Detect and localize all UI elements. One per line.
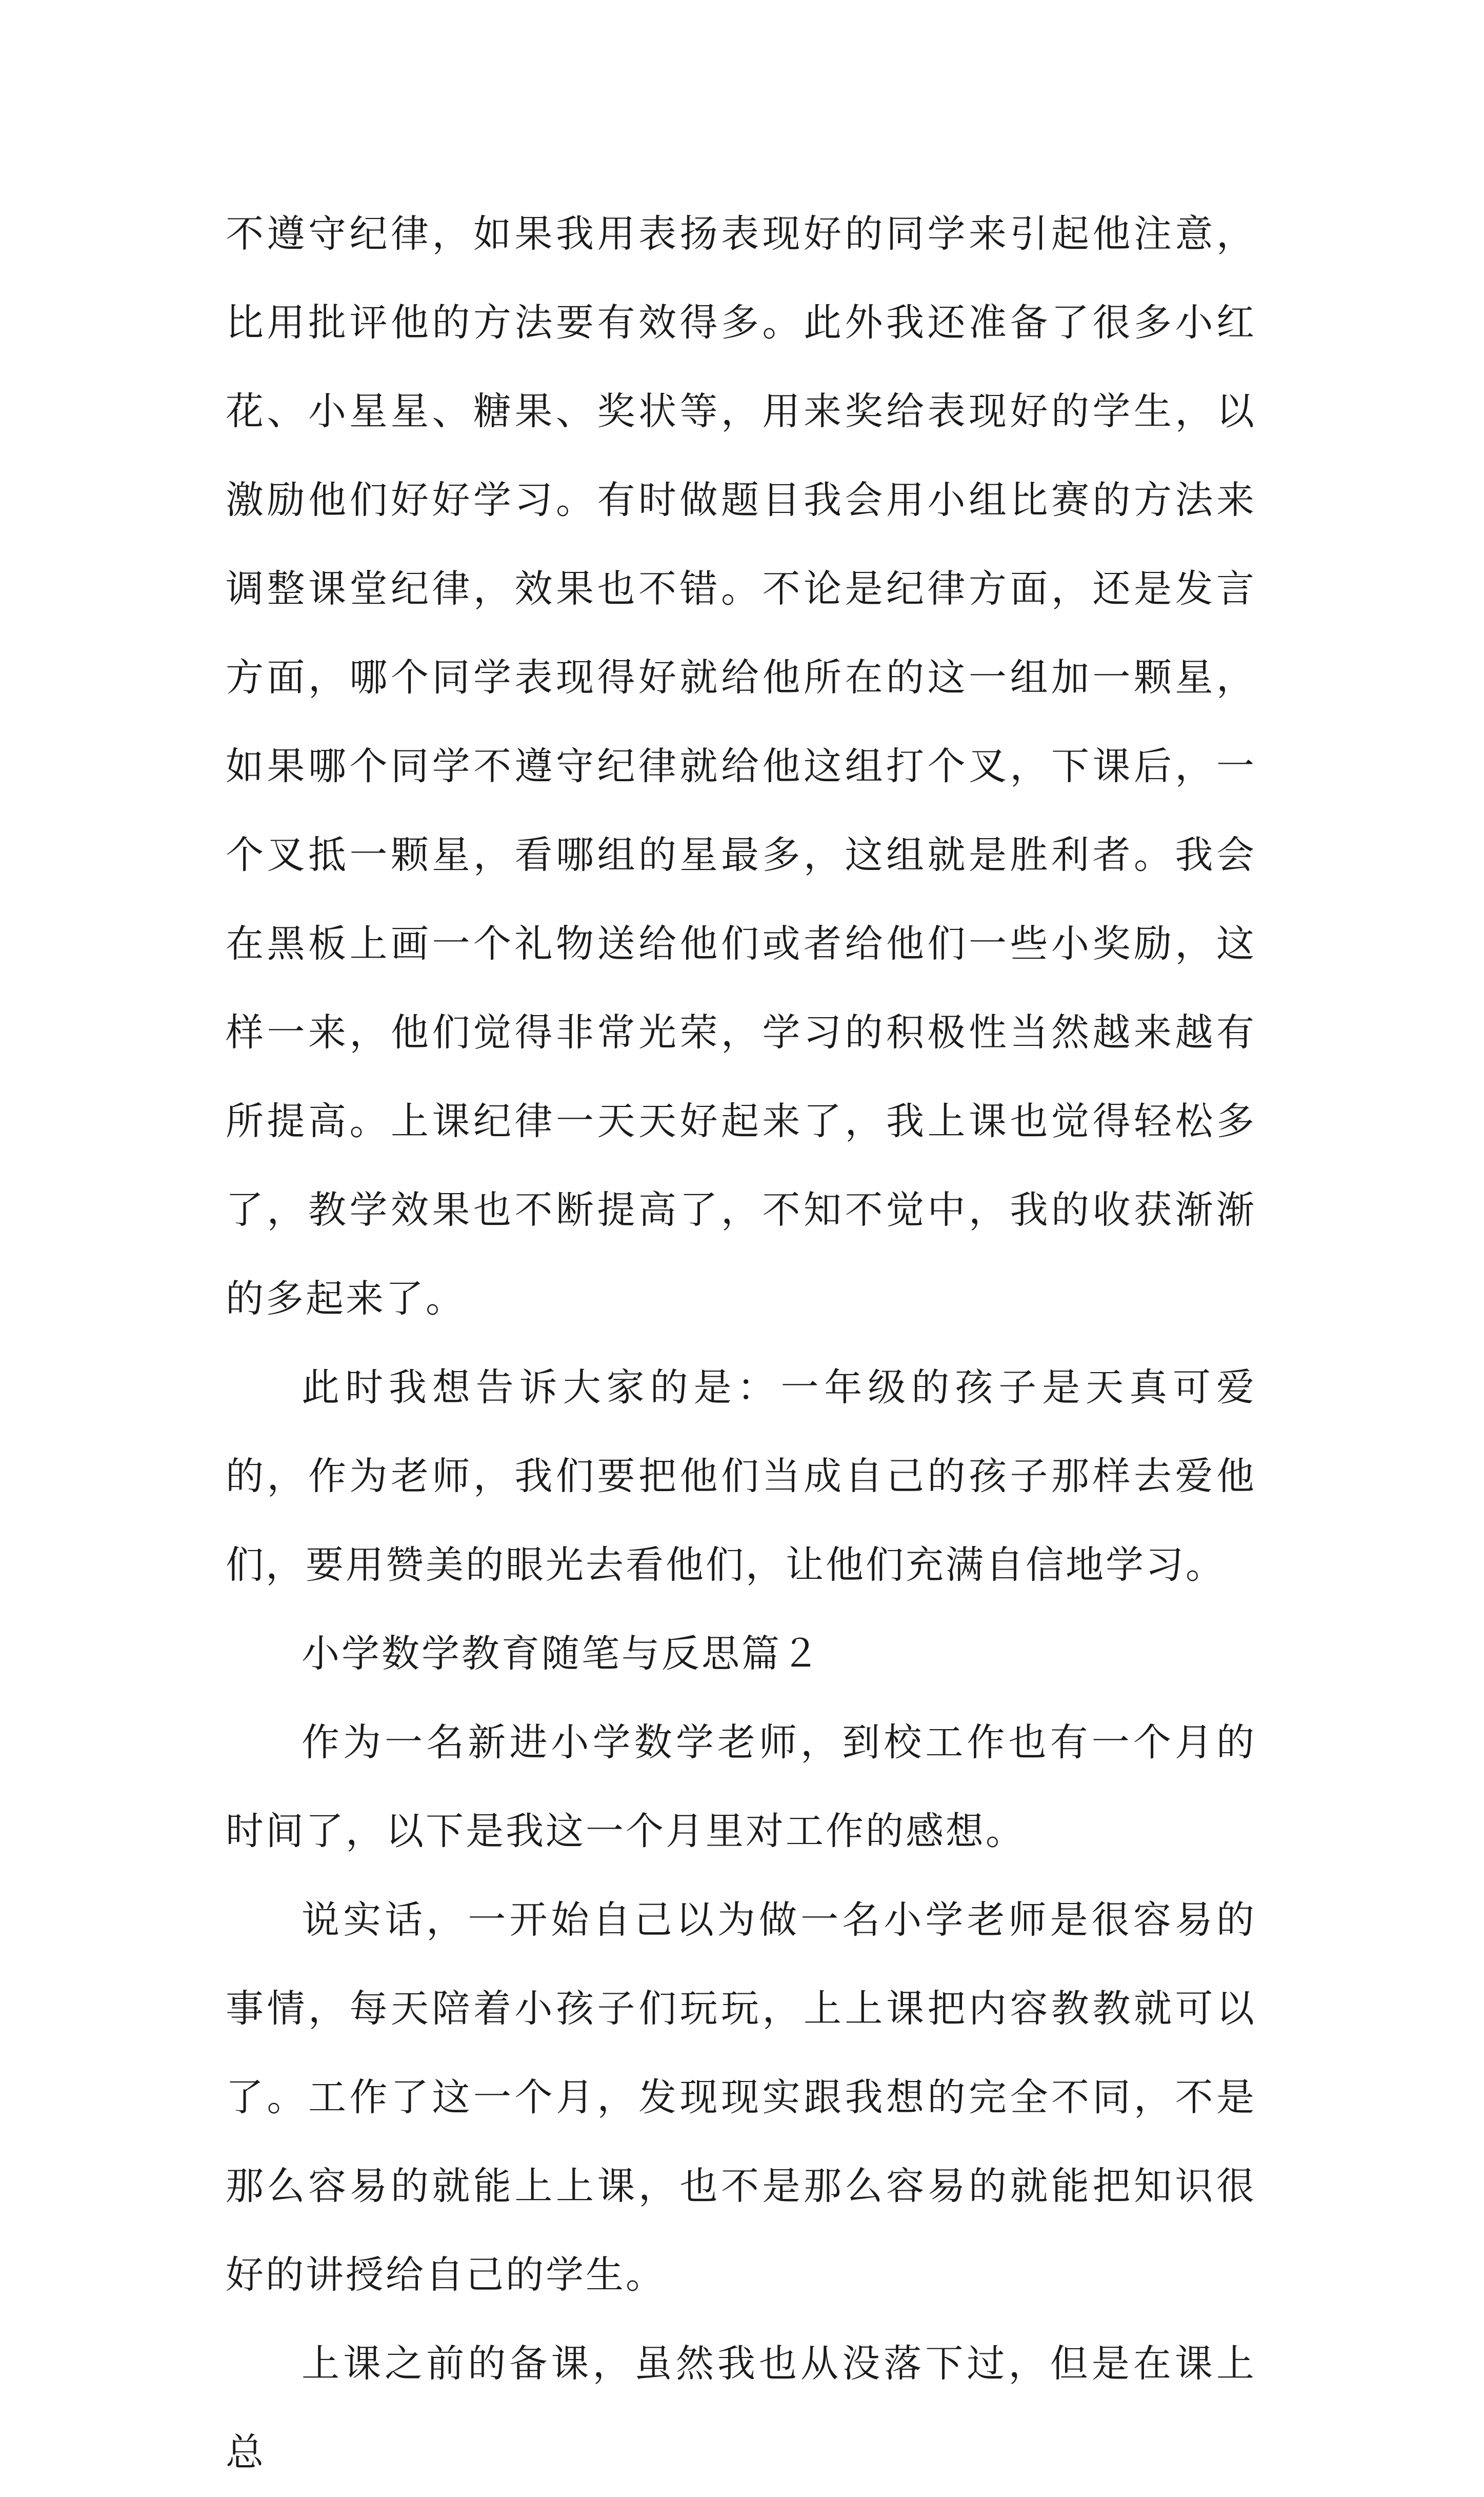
paragraph-intro: 作为一名新进小学数学老师，到校工作也有一个月的时间了，以下是我这一个月里对工作的感想。 [226,1720,1256,1853]
section-heading: 小学数学教育随笔与反思篇２ [302,1632,821,1676]
paragraph-reflection: 说实话，一开始自己以为做一名小学老师是很容易的事情，每天陪着小孩子们玩玩，上上课把内容教教就可以了。工作了这一个月，发现现实跟我想的完全不同，不是那么容易的就能上上课，也不是那么容易的就能把知识很好的讲授给自己的学生。 [226,1898,1256,2297]
paragraph-continued: 不遵守纪律，如果我用表扬表现好的同学来引起他注意，比用批评他的方法要有效得多。此外我还准备了很多小红花、小星星、糖果、奖状等，用来奖给表现好的学生，以激励他们好好学习。有时做题目我会用小组比赛的方法来调整课堂纪律，效果也不错。不论是纪律方面，还是发言方面，哪个同学表现得好就给他所在的这一组加一颗星，如果哪个同学不遵守纪律就给他这组打个叉，下课后，一个叉抵一颗星，看哪组的星最多，这组就是胜利者。我会在黑板上画一个礼物送给他们或者给他们一些小奖励，这样一来，他们觉得非常光荣，学习的积极性当然越来越有所提高。上课纪律一天天好起来了，我上课也觉得轻松多了，教学效果也不断提高了，不知不觉中，我的收获渐渐的多起来了。 [226,212,1256,1321]
paragraph-lesson-prep: 上课之前的备课，虽然我也从没落下过，但是在课上总 [226,2342,1256,2474]
paragraph-summary: 此时我想告诉大家的是：一年级的孩子是天真可爱的，作为老师，我们要把他们当成自己的孩子那样去爱他们，要用赞美的眼光去看他们，让他们充满自信地学习。 [226,1365,1256,1587]
document-body [226,190,1256,2497]
